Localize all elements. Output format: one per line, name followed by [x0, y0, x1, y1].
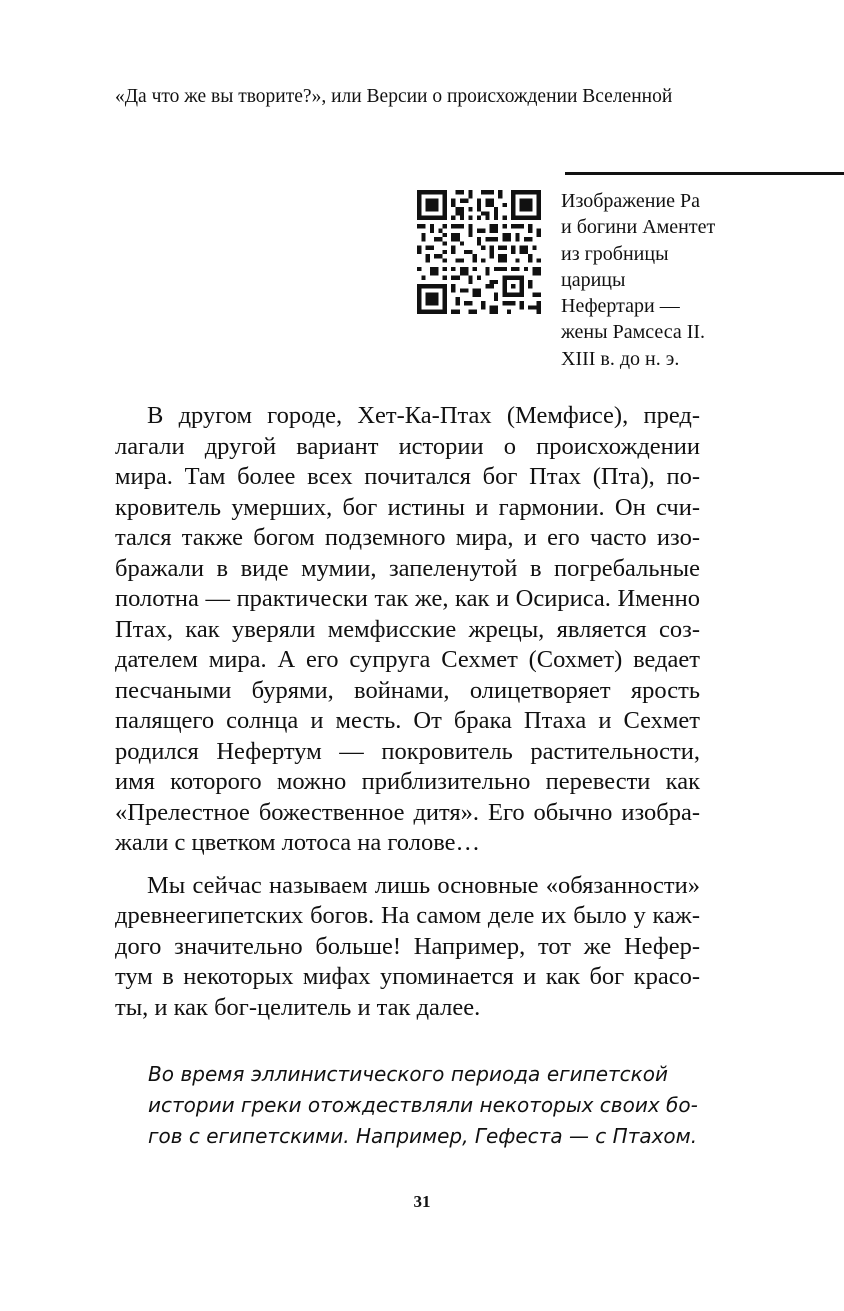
qr-code-icon[interactable] — [417, 190, 541, 314]
text-line: жали с цветком лотоса на голове… — [115, 829, 480, 856]
caption-line: жены Рамсеса II. — [561, 321, 706, 344]
side-note — [148, 1059, 698, 1152]
caption-line: XIII в. до н. э. — [561, 347, 680, 370]
text-line: имя которого можно приблизительно перевести как — [115, 768, 700, 795]
caption-line: из гробницы — [561, 242, 669, 265]
text-line: песчаными бурями, войнами, олицетворяет ярость — [115, 676, 700, 704]
caption-line: Нефертари — — [561, 295, 680, 318]
caption-line: и богини Аментет — [561, 216, 716, 239]
text-line: ты, и как бог-целитель и так далее. — [115, 993, 481, 1021]
text-line: дого значительно больше! Например, тот же Нефер- — [115, 932, 700, 960]
running-head: «Да что же вы творите?», или Версии о происхождении Вселенной — [115, 86, 673, 107]
text-line: тум в некоторых мифах упоминается и как бог красо- — [115, 963, 700, 990]
caption-line: царицы — [561, 268, 626, 291]
text-line: родился Нефертум — покровитель растительности, — [115, 737, 700, 765]
text-line: кровитель умерших, бог истины и гармонии. Он счи- — [115, 493, 700, 521]
text-line: полотна — практически так же, как и Осириса. Именно — [115, 585, 700, 612]
text-line: тался также богом подземного мира, и его часто изо- — [115, 524, 700, 551]
caption-rule — [565, 172, 844, 175]
paragraph-2 — [115, 871, 700, 1024]
paragraph-gap — [115, 859, 700, 871]
note-line: гов с египетскими. Например, Гефеста — с Птахом. — [148, 1124, 698, 1148]
text-line: лагали другой вариант истории о происхождении — [115, 432, 700, 460]
body-text — [115, 401, 700, 1023]
text-line: Мы сейчас называем лишь основные «обязанности» — [147, 871, 700, 899]
text-line: древнеегипетских богов. На самом деле их было у каж- — [115, 902, 700, 929]
text-line: дателем мира. А его супруга Сехмет (Сохмет) ведает — [115, 646, 700, 673]
text-line: бражали в виде мумии, запеленутой в погребальные — [115, 554, 700, 582]
image-caption — [561, 188, 761, 372]
page-number: 31 — [413, 1192, 431, 1211]
text-line: Птах, как уверяли мемфисские жрецы, является соз- — [115, 615, 700, 643]
caption-line: Изображение Ра — [561, 190, 700, 212]
text-line: В другом городе, Хет-Ка-Птах (Мемфисе), пред- — [147, 402, 700, 429]
text-line: палящего солнца и месть. От брака Птаха и Сехмет — [115, 707, 700, 734]
note-line: Во время эллинистического периода египетской — [148, 1062, 668, 1086]
note-line: истории греки отождествляли некоторых своих бо- — [148, 1093, 698, 1117]
text-line: «Прелестное божественное дитя». Его обычно изобра- — [115, 798, 700, 826]
text-line: мира. Там более всех почитался бог Птах (Пта), по- — [115, 463, 700, 490]
paragraph-1 — [115, 401, 700, 859]
